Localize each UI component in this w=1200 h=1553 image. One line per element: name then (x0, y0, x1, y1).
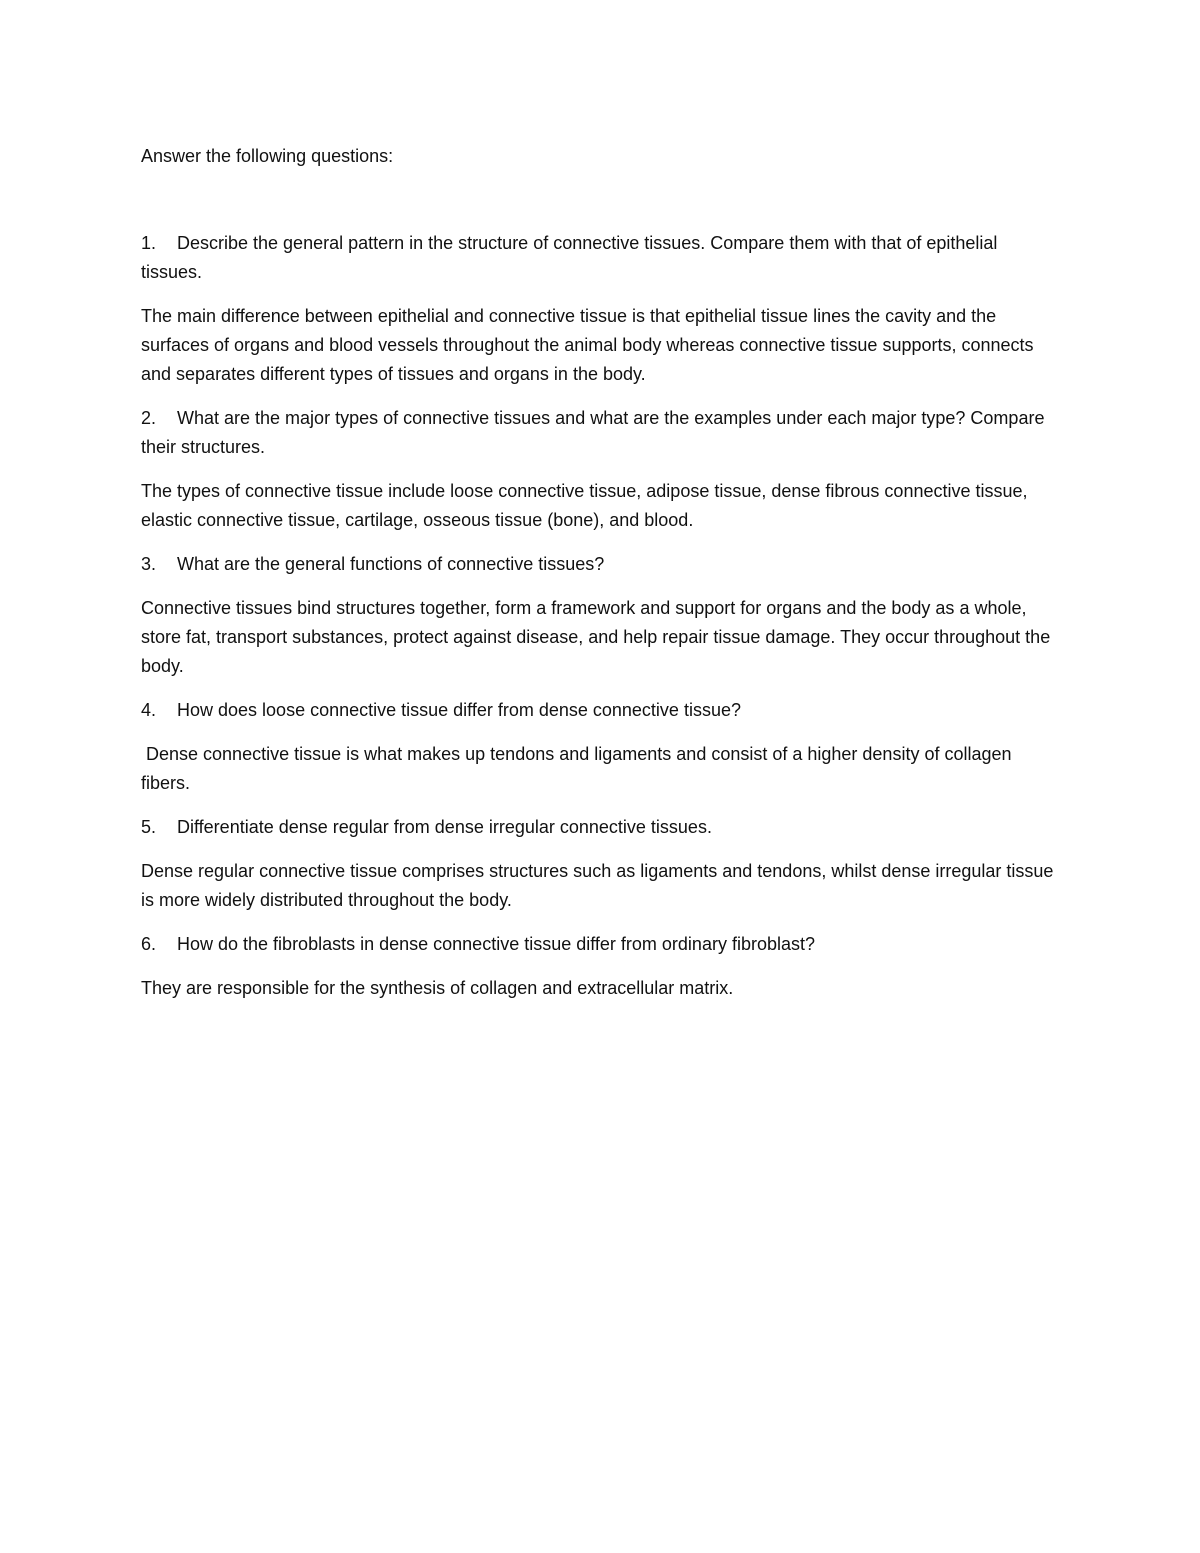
question-3 (141, 550, 1061, 579)
question-text: Differentiate dense regular from dense irregular connective tissues. (177, 817, 712, 837)
question-text: What are the general functions of connective tissues? (177, 554, 605, 574)
answer-1: The main difference between epithelial and connective tissue is that epithelial tissue lines the cavity and the surfaces of organs and blood vessels throughout the animal body whereas connective tissue supports, connects and separates different types of tissues and organs in the body. (141, 306, 1034, 384)
question-text: How do the fibroblasts in dense connective tissue differ from ordinary fibroblast? (177, 934, 815, 954)
instructions-heading: Answer the following questions: (141, 146, 394, 166)
answer-4: Dense connective tissue is what makes up tendons and ligaments and consist of a higher density of collagen fibers. (141, 744, 1012, 793)
question-1 (141, 229, 1061, 287)
answer-6: They are responsible for the synthesis of collagen and extracellular matrix. (141, 978, 734, 998)
question-4 (141, 696, 1061, 725)
answer-3: Connective tissues bind structures together, form a framework and support for organs and the body as a whole, store fat, transport substances, protect against disease, and help repair tissue damage. They occur throughout the body. (141, 598, 1051, 676)
answer-2: The types of connective tissue include loose connective tissue, adipose tissue, dense fibrous connective tissue, elastic connective tissue, cartilage, osseous tissue (bone), and blood. (141, 481, 1028, 530)
question-number: 1. (141, 233, 157, 253)
question-number: 4. (141, 700, 157, 720)
question-5 (141, 813, 1061, 842)
question-number: 3. (141, 554, 157, 574)
question-6 (141, 930, 1061, 959)
document-body (141, 142, 1061, 1018)
question-text: Describe the general pattern in the structure of connective tissues. Compare them with that of epithelial tissues. (141, 233, 998, 282)
question-number: 6. (141, 934, 157, 954)
question-text: How does loose connective tissue differ from dense connective tissue? (177, 700, 741, 720)
question-2 (141, 404, 1061, 462)
question-text: What are the major types of connective tissues and what are the examples under each major type? Compare their structures. (141, 408, 1045, 457)
answer-5: Dense regular connective tissue comprises structures such as ligaments and tendons, whilst dense irregular tissue is more widely distributed throughout the body. (141, 861, 1054, 910)
question-number: 2. (141, 408, 157, 428)
question-number: 5. (141, 817, 157, 837)
